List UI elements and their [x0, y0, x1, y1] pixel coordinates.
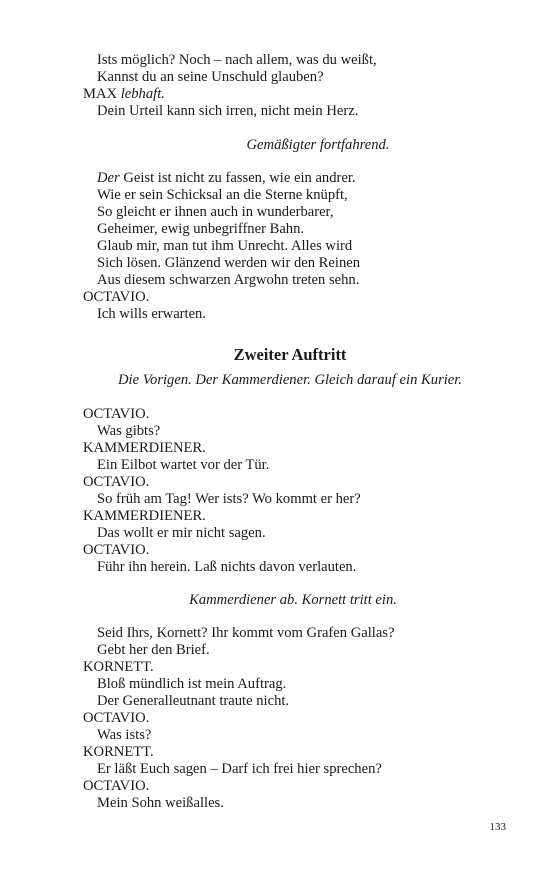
speaker-name: OCTAVIO. [83, 710, 150, 726]
verse-line: Dein Urteil kann sich irren, nicht mein Herz. [97, 103, 359, 119]
verse-line: Bloß mündlich ist mein Auftrag. [97, 676, 287, 692]
verse-line: Aus diesem schwarzen Argwohn treten sehn. [97, 272, 360, 288]
verse-line: Sich lösen. Glänzend werden wir den Reinen [97, 255, 361, 271]
verse-text: Geist ist nicht zu fassen, wie ein andrer. [119, 170, 356, 186]
verse-line: Der Generalleutnant traute nicht. [97, 693, 290, 709]
scene-cast: Die Vorigen. Der Kammerdiener. Gleich darauf ein Kurier. [118, 372, 462, 388]
speaker-line [83, 86, 165, 103]
verse-line: Glaub mir, man tut ihm Unrecht. Alles wird [97, 238, 353, 254]
speaker-name: KORNETT. [83, 744, 154, 760]
speaker-name: OCTAVIO. [83, 542, 150, 558]
verse-line: Ich wills erwarten. [97, 306, 207, 322]
verse-line: Geheimer, ewig unbegriffner Bahn. [97, 221, 305, 237]
verse-line: Er läßt Euch sagen – Darf ich frei hier sprechen? [97, 761, 382, 777]
verse-line: Seid Ihrs, Kornett? Ihr kommt vom Grafen Gallas? [97, 625, 395, 641]
page-number: 133 [489, 821, 506, 833]
verse-line [97, 170, 356, 187]
verse-line: Führ ihn herein. Laß nichts davon verlauten. [97, 559, 357, 575]
stage-direction: Kammerdiener ab. Kornett tritt ein. [189, 592, 397, 608]
verse-line: Ein Eilbot wartet vor der Tür. [97, 457, 270, 473]
speaker-name: OCTAVIO. [83, 289, 150, 305]
stage-direction: Gemäßigter fortfahrend. [246, 137, 390, 153]
speaker-name: MAX [83, 86, 118, 102]
scene-title: Zweiter Auftritt [233, 345, 347, 364]
verse-line: So früh am Tag! Wer ists? Wo kommt er her? [97, 491, 361, 507]
stage-direction-inline: lebhaft. [120, 86, 165, 102]
verse-line: Kannst du an seine Unschuld glauben? [97, 69, 324, 85]
speaker-name: OCTAVIO. [83, 778, 150, 794]
verse-line: Wie er sein Schicksal an die Sterne knüpft, [97, 187, 348, 203]
verse-line: Was gibts? [97, 423, 161, 439]
verse-line: Ists möglich? Noch – nach allem, was du weißt, [97, 52, 377, 68]
emphasis: Der [97, 170, 120, 186]
speaker-name: KAMMERDIENER. [83, 440, 206, 456]
verse-line: So gleicht er ihnen auch in wunderbarer, [97, 204, 334, 220]
speaker-name: KORNETT. [83, 659, 154, 675]
speaker-name: KAMMERDIENER. [83, 508, 206, 524]
verse-line: Was ists? [97, 727, 152, 743]
speaker-name: OCTAVIO. [83, 406, 150, 422]
verse-line: Gebt her den Brief. [97, 642, 210, 658]
verse-line: Das wollt er mir nicht sagen. [97, 525, 266, 541]
speaker-name: OCTAVIO. [83, 474, 150, 490]
verse-line: Mein Sohn weißalles. [97, 795, 224, 811]
